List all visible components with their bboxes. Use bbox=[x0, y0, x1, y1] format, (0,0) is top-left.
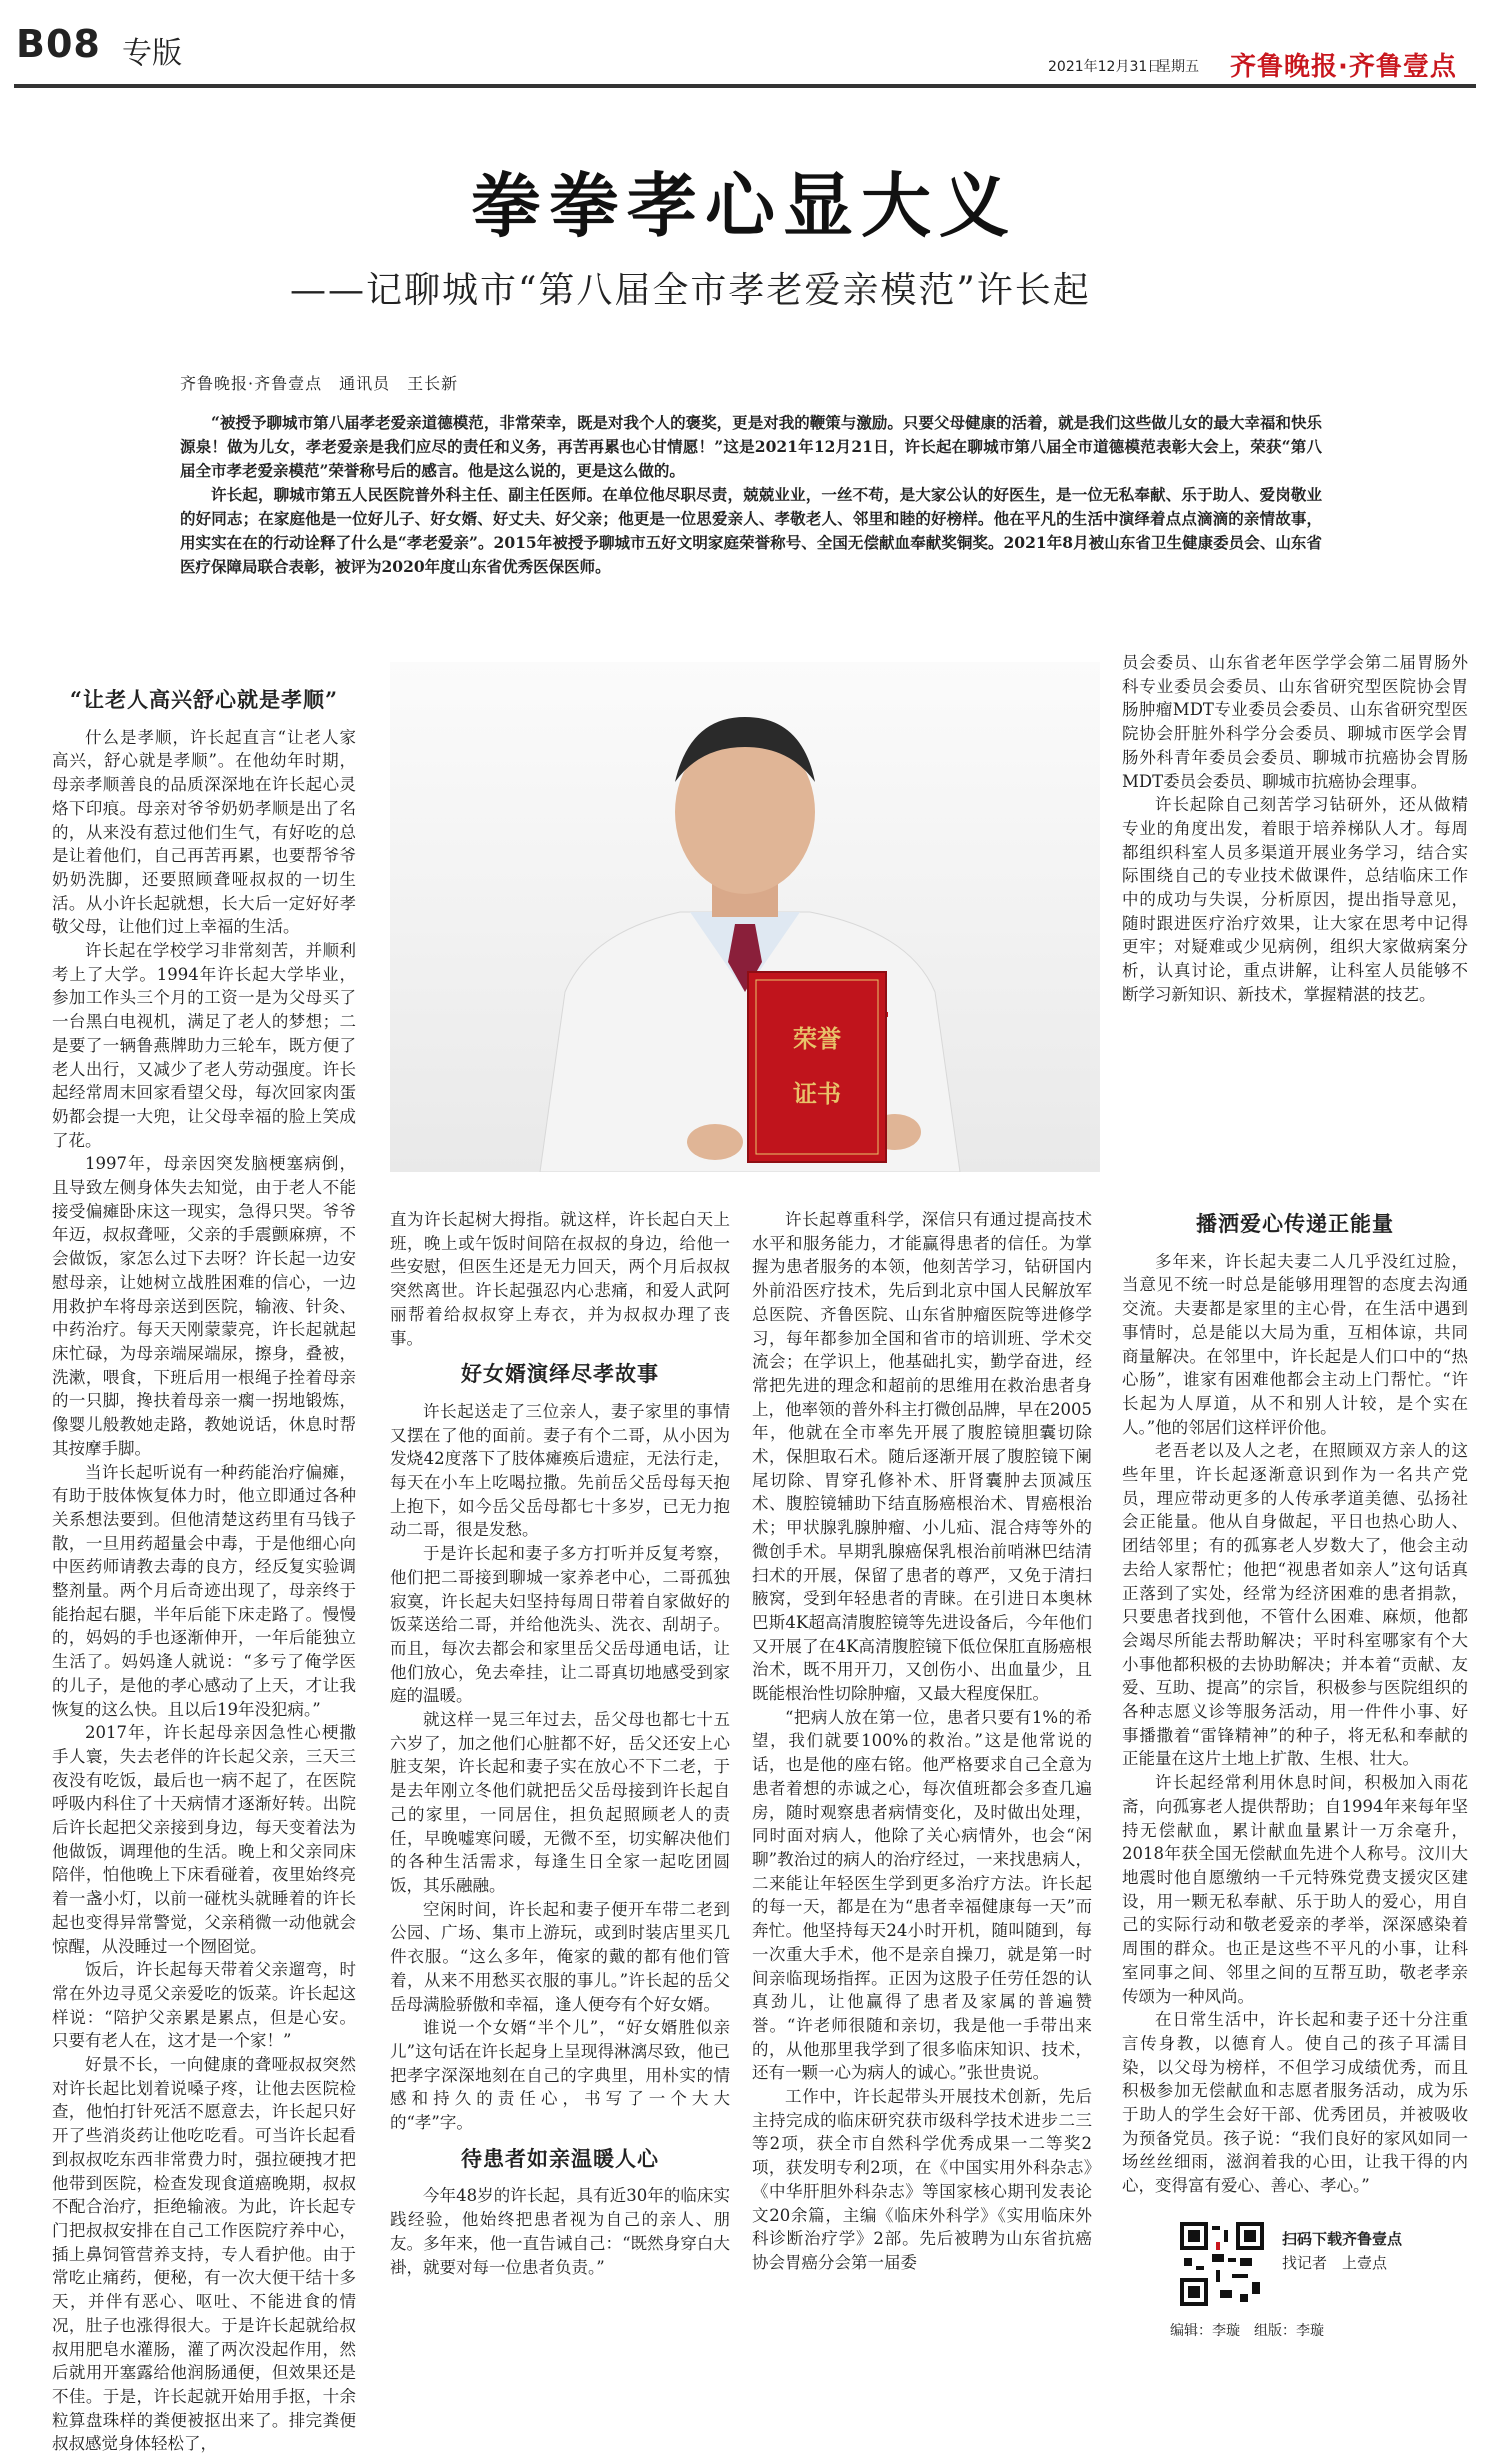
article-column-5 bbox=[1122, 1200, 1468, 2198]
paragraph: 什么是孝顺，许长起直言“让老人家高兴，舒心就是孝顺”。在他幼年时期，母亲孝顺善良的品质深深地在许长起心灵烙下印痕。母亲对爷爷奶奶孝顺是出了名的，从来没有惹过他们生气，有好吃的总是让着他们，自己再苦再累，也要帮爷爷奶奶洗脚，还要照顾聋哑叔叔的一切生活。从小许长起就想，长大后一定好好孝敬父母，让他们过上幸福的生活。 bbox=[52, 727, 356, 937]
section-heading: 待患者如亲温暖人心 bbox=[461, 2145, 659, 2171]
paragraph: 空闲时间，许长起和妻子便开车带二老到公园、广场、集市上游玩，或到时装店里买几件衣服。“这么多年，俺家的戴的都有他们管着，从来不用愁买衣服的事儿。”许长起的岳父岳母满脸骄傲和幸福，逢人便夸有个好女婿。 bbox=[390, 1899, 730, 2014]
paragraph: 1997年，母亲因突发脑梗塞病倒，且导致左侧身体失去知觉，由于老人不能接受偏瘫卧床这一现实，急得只哭。爷爷年迈，叔叔聋哑，父亲的手震颤麻痹，不会做饭，家怎么过下去呀？许长起一边安慰母亲，让她树立战胜困难的信心，一边用救护车将母亲送到医院，输液、针灸、中药治疗。每天天刚蒙蒙亮，许长起就起床忙碌，为母亲端屎端尿，擦身，叠被，洗漱，喂食，下班后用一根绳子拴着母亲的一只脚，搀扶着母亲一瘸一拐地锻炼，像婴儿般教她走路，教她说话，休息时帮其按摩手脚。 bbox=[52, 1154, 356, 1458]
paragraph: 多年来，许长起夫妻二人几乎没红过脸，当意见不统一时总是能够用理智的态度去沟通交流。夫妻都是家里的主心骨，在生活中遇到事情时，总是能以大局为重，互相体谅，共同商量解决。在邻里中，许长起是人们口中的“热心肠”，谁家有困难他都会主动上门帮忙。“许长起为人厚道，从不和别人计较，是个实在人。”他的邻居们这样评价他。 bbox=[1122, 1251, 1468, 1437]
paragraph: 许长起经常利用休息时间，积极加入雨花斋，向孤寡老人提供帮助；自1994年来每年坚持无偿献血，累计献血量累计一万余毫升，2018年获全国无偿献血先进个人称号。汶川大地震时他自愿缴纳一千元特殊党费支援灾区建设，用一颗无私奉献、乐于助人的爱心，用自己的实际行动和敬老爱亲的孝举，深深感染着周围的群众。也正是这些不平凡的小事，让科室同事之间、邻里之间的互帮互助，敬老孝亲传颂为一种风尚。 bbox=[1122, 1773, 1468, 2006]
certificate-text: 证书 bbox=[793, 1079, 841, 1108]
section-name: 专版 bbox=[122, 36, 182, 71]
paragraph: 老吾老以及人之老，在照顾双方亲人的这些年里，许长起逐渐意识到作为一名共产党员，理应带动更多的人传承孝道美德、弘扬社会正能量。他从自身做起，平日也热心助人、团结邻里；有的孤寡老人岁数大了，他会主动去给人家帮忙；他把“视患者如亲人”这句话真正落到了实处，经常为经济困难的患者捐款，只要患者找到他，不管什么困难、麻烦，他都会竭尽所能去帮助解决；平时科室哪家有个大小事他都积极的去协助解决；并本着“贡献、友爱、互助、提高”的宗旨，积极参与医院组织的各种志愿义诊等服务活动，用一件件小事、好事播撒着“雷锋精神”的种子，将无私和奉献的正能量在这片土地上扩散、生根、壮大。 bbox=[1122, 1441, 1468, 1769]
paragraph: 今年48岁的许长起，具有近30年的临床实践经验，他始终把患者视为自己的亲人、朋友。多年来，他一直告诫自己：“既然身穿白大褂，就要对每一位患者负责。” bbox=[390, 2186, 730, 2277]
editor-credits: 编辑：李璇 组版：李璇 bbox=[1170, 2323, 1324, 2339]
article-byline: 齐鲁晚报·齐鲁壹点 通讯员 王长新 bbox=[180, 374, 459, 393]
paragraph: 直为许长起树大拇指。就这样，许长起白天上班，晚上或午饭时间陪在叔叔的身边，给他一些安慰，但医生还是无力回天，两个月后叔叔突然离世。许长起强忍内心悲痛，和爱人武阿丽帮着给叔叔穿上寿衣，并为叔叔办理了丧事。 bbox=[390, 1210, 730, 1348]
lead-paragraph: 许长起，聊城市第五人民医院普外科主任、副主任医师。在单位他尽职尽责，兢兢业业，一丝不苟，是大家公认的好医生，是一位无私奉献、乐于助人、爱岗敬业的好同志；在家庭他是一位好儿子、好女婿、好丈夫、好父亲；他更是一位思爱亲人、孝敬老人、邻里和睦的好榜样。他在平凡的生活中演绎着点点滴滴的亲情故事，用实实在在的行动诠释了什么是“孝老爱亲”。2015年被授予聊城市五好文明家庭荣誉称号、全国无偿献血奉献奖铜奖。2021年8月被山东省卫生健康委员会、山东省医疗保障局联合表彰，被评为2020年度山东省优秀医保医师。 bbox=[180, 485, 1322, 576]
paragraph: 就这样一晃三年过去，岳父母也都七十五六岁了，加之他们心脏都不好，岳父还安上心脏支架，许长起和妻子实在放心不下二老，于是去年刚立冬他们就把岳父岳母接到许长起自己的家里，一同居住，担负起照顾老人的责任，早晚嘘寒问暖，无微不至，切实解决他们的各种生活需求，每逢生日全家一起吃团圆饭，其乐融融。 bbox=[390, 1710, 730, 1895]
brand-logo: 齐鲁晚报·齐鲁壹点 bbox=[1230, 52, 1457, 82]
article-subtitle: ——记聊城市“第八届全市孝老爱亲模范”许长起 bbox=[290, 270, 1091, 311]
paragraph: 谁说一个女婿“半个儿”，“好女婿胜似亲儿”这句话在许长起身上呈现得淋漓尽致，他已把孝字深深地刻在自己的字典里，用朴实的情感和持久的责任心，书写了一个大大的“孝”字。 bbox=[390, 2018, 730, 2133]
paragraph: 当许长起听说有一种药能治疗偏瘫，有助于肢体恢复体力时，他立即通过各种关系想法要到。但他清楚这药里有马钱子散，一旦用药超量会中毒，于是他细心向中医药师请教去毒的良方，经反复实验调整剂量。两个月后奇迹出现了，母亲终于能抬起右腿，半年后能下床走路了。慢慢的，妈妈的手也逐渐伸开，一年后能独立生活了。妈妈逢人就说：“多亏了俺学医的儿子，是他的孝心感动了上天，才让我恢复的这么快。且以后19年没犯病。” bbox=[52, 1462, 356, 1719]
qr-caption: 扫码下载齐鲁壹点 bbox=[1282, 2230, 1403, 2248]
issue-date: 2021年12月31日 bbox=[1048, 59, 1162, 75]
header-divider bbox=[14, 84, 1476, 88]
article-column-4 bbox=[752, 1208, 1092, 2275]
issue-weekday: 星期五 bbox=[1157, 59, 1199, 75]
portrait-photo bbox=[390, 662, 1100, 1172]
paragraph: 员会委员、山东省老年医学学会第二届胃肠外科专业委员会委员、山东省研究型医院协会胃肠肿瘤MDT专业委员会委员、山东省研究型医院协会肝脏外科学分会委员、聊城市医学会胃肠外科青年委员会委员、聊城市抗癌协会胃肠MDT委员会委员、聊城市抗癌协会理事。 bbox=[1122, 653, 1468, 791]
qr-subcaption: 找记者 上壹点 bbox=[1282, 2254, 1388, 2272]
paragraph: 许长起送走了三位亲人，妻子家里的事情又摆在了他的面前。妻子有个二哥，从小因为发烧42度落下了肢体瘫痪后遗症，无法行走，每天在小车上吃喝拉撒。先前岳父岳母每天抱上抱下，如今岳父岳母都七十多岁，已无力抱动二哥，很是发愁。 bbox=[390, 1401, 730, 1540]
paragraph: “把病人放在第一位，患者只要有1%的希望，我们就要100%的救治。”这是他常说的话，也是他的座右铭。他严格要求自己全意为患者着想的赤诚之心，每次值班都会多查几遍房，随时观察患者病情变化，及时做出处理，同时面对病人，他除了关心病情外，也会“闲聊”教治过的病人的治疗经过，一来找患病人，二来能让年轻医生学到更多治疗方法。许长起的每一天，都是在为“患者幸福健康每一天”而奔忙。他坚持每天24小时开机，随叫随到，每一次重大手术，他不是亲自操刀，就是第一时间亲临现场指挥。正因为这股子任劳任怨的认真劲儿，让他赢得了患者及家属的普遍赞誉。“许老师很随和亲切，我是他一手带出来的，从他那里我学到了很多临床知识、技术，还有一颗一心为病人的诚心。”张世贵说。 bbox=[752, 1707, 1092, 2083]
article-column-2 bbox=[1122, 651, 1468, 1007]
page-number: B08 bbox=[16, 22, 101, 66]
lead-paragraphs bbox=[180, 411, 1322, 579]
paragraph: 2017年，许长起母亲因急性心梗撒手人寰，失去老伴的许长起父亲，三天三夜没有吃饭，最后也一病不起了，在医院呼吸内科住了十天病情才逐渐好转。出院后许长起把父亲接到身边，每天变着法为他做饭，调理他的生活。晚上和父亲同床陪伴，怕他晚上下床看碰着，夜里始终亮着一盏小灯，以前一碰枕头就睡着的许长起也变得异常警觉，父亲稍微一动他就会惊醒，从没睡过一个囫囵觉。 bbox=[52, 1723, 356, 1956]
paragraph: 于是许长起和妻子多方打听并反复考察，他们把二哥接到聊城一家养老中心，二哥孤独寂寞，许长起夫妇坚持每周日带着自家做好的饭菜送给二哥，并给他洗头、洗衣、刮胡子。而且，每次去都会和家里岳父岳母通电话，让他们放心，免去牵挂，让二哥真切地感受到家庭的温暖。 bbox=[390, 1544, 730, 1706]
article-column-1 bbox=[52, 676, 356, 2456]
article-title: 拳拳孝心显大义 bbox=[471, 164, 1017, 247]
article-column-3 bbox=[390, 1208, 730, 2279]
paragraph: 饭后，许长起每天带着父亲遛弯，时常在外边寻觅父亲爱吃的饭菜。许长起这样说：“陪护父亲累是累点，但是心安。只要有老人在，这才是一个家！” bbox=[52, 1960, 356, 2051]
paragraph: 工作中，许长起带头开展技术创新，先后主持完成的临床研究获市级科学技术进步二三等2项，获全市自然科学优秀成果一二等奖2项，获发明专利2项，在《中国实用外科杂志》《中华肝胆外科杂志》等国家核心期刊发表论文20余篇，主编《临床外科学》《实用临床外科诊断治疗学》2部。先后被聘为山东省抗癌协会胃癌分会第一届委 bbox=[752, 2087, 1092, 2272]
paragraph: 好景不长，一向健康的聋哑叔叔突然对许长起比划着说嗓子疼，让他去医院检查，他怕打针死活不愿意去，许长起只好开了些消炎药让他吃吃看。可当许长起看到叔叔吃东西非常费力时，强拉硬拽才把他带到医院，检查发现食道癌晚期，叔叔不配合治疗，拒绝输液。为此，许长起专门把叔叔安排在自己工作医院疗养中心，插上鼻饲管营养支持，专人看护他。由于常吃止痛药，便秘，有一次大便干结十多天，并伴有恶心、呕吐、不能进食的情况，肚子也涨得很大。于是许长起就给叔叔用肥皂水灌肠，灌了两次没起作用，然后就用开塞露给他润肠通便，但效果还是不佳。于是，许长起就开始用手抠，十余粒算盘珠样的粪便被抠出来了。排完粪便叔叔感觉身体轻松了， bbox=[52, 2055, 356, 2454]
paragraph: 许长起在学校学习非常刻苦，并顺利考上了大学。1994年许长起大学毕业，参加工作头三个月的工资一是为父母买了一台黑白电视机，满足了老人的梦想；二是要了一辆鲁燕牌助力三轮车，既方便了老人出行，又减少了老人劳动强度。许长起经常周末回家看望父母，每次回家肉蛋奶都会提一大兜，让父母幸福的脸上笑成了花。 bbox=[52, 941, 356, 1150]
lead-paragraph: “被授予聊城市第八届孝老爱亲道德模范，非常荣幸，既是对我个人的褒奖，更是对我的鞭策与激励。只要父母健康的活着，就是我们这些做儿女的最大幸福和快乐源泉！做为儿女，孝老爱亲是我们应尽的责任和义务，再苦再累也心甘情愿！”这是2021年12月21日，许长起在聊城市第八届全市道德模范表彰大会上，荣获“第八届全市孝老爱亲模范”荣誉称号后的感言。他是这么说的，更是这么做的。 bbox=[180, 413, 1322, 480]
paragraph: 在日常生活中，许长起和妻子还十分注重言传身教，以德育人。使自己的孩子耳濡目染，以父母为榜样，不但学习成绩优秀，而且积极参加无偿献血和志愿者服务活动，成为乐于助人的学生会好干部、优秀团员，并被吸收为预备党员。孩子说：“我们良好的家风如同一场丝丝细雨，滋润着我的心田，让我干得的内心，变得富有爱心、善心、孝心。” bbox=[1122, 2010, 1468, 2196]
section-heading: 播洒爱心传递正能量 bbox=[1196, 1211, 1394, 1236]
qr-code-icon[interactable] bbox=[1180, 2222, 1264, 2306]
section-heading: 好女婿演绎尽孝故事 bbox=[461, 1361, 659, 1387]
certificate-text: 荣誉 bbox=[793, 1024, 841, 1053]
section-heading: “让老人高兴舒心就是孝顺” bbox=[69, 687, 339, 712]
paragraph: 许长起除自己刻苦学习钻研外，还从做精专业的角度出发，着眼于培养梯队人才。每周都组织科室人员多渠道开展业务学习，结合实际围绕自己的专业技术做课件，总结临床工作中的成功与失误，分析原因，提出指导意见，随时跟进医疗治疗效果，让大家在思考中记得更牢；对疑难或少见病例，组织大家做病案分析，认真讨论，重点讲解，让科室人员能够不断学习新知识、新技术，掌握精湛的技艺。 bbox=[1122, 795, 1468, 1004]
paragraph: 许长起尊重科学，深信只有通过提高技术水平和服务能力，才能赢得患者的信任。为掌握为患者服务的本领，他刻苦学习，钻研国内外前沿医疗技术，先后到北京中国人民解放军总医院、齐鲁医院、山东省肿瘤医院等进修学习，每年都参加全国和省市的培训班、学术交流会；在学识上，他基础扎实，勤学奋进，经常把先进的理念和超前的思维用在救治患者身上，他率领的普外科主打微创品牌，早在2005年，他就在全市率先开展了腹腔镜胆囊切除术，保胆取石术。随后逐渐开展了腹腔镜下阑尾切除、胃穿孔修补术、肝肾囊肿去顶减压术、腹腔镜辅助下结直肠癌根治术、胃癌根治术；甲状腺乳腺肿瘤、小儿疝、混合痔等外的微创手术。早期乳腺癌保乳根治前哨淋巴结清扫术的开展，保留了患者的尊严，又免于清扫腋窝，受到年轻患者的青睐。在引进日本奥林巴斯4K超高清腹腔镜等先进设备后，今年他们又开展了在4K高清腹腔镜下低位保肛直肠癌根治术，既不用开刀，又创伤小、出血量少，且既能根治性切除肿瘤，又最大程度保肛。 bbox=[752, 1210, 1092, 1704]
page-header bbox=[0, 0, 1488, 82]
